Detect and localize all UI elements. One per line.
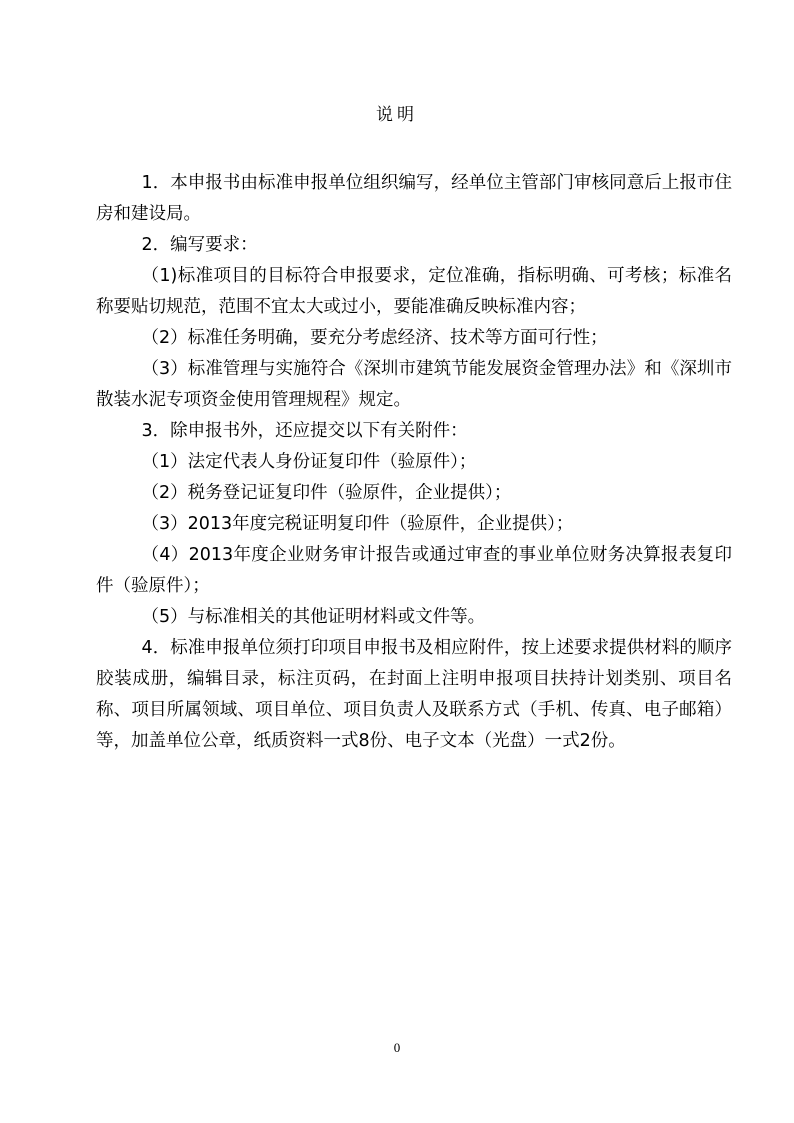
page-title: 说明: [376, 105, 418, 125]
paragraph-2-1: （1)标准项目的目标符合申报要求，定位准确，指标明确、可考核；标准名称要贴切规范，范围不宜太大或过小，要能准确反映标准内容；: [96, 266, 732, 317]
paragraph-2: 2．编写要求：: [141, 235, 258, 255]
page-number: 0: [393, 1040, 401, 1055]
paragraph-1: 1．本申报书由标准申报单位组织编写，经单位主管部门审核同意后上报市住房和建设局。: [96, 173, 732, 224]
paragraph-2-2: （2）标准任务明确，要充分考虑经济、技术等方面可行性；: [141, 328, 608, 348]
paragraph-3-3: （3）2013年度完税证明复印件（验原件，企业提供）；: [141, 514, 574, 534]
paragraph-3-4: （4）2013年度企业财务审计报告或通过审查的事业单位财务决算报表复印件（验原件）；: [96, 545, 732, 596]
paragraph-3-1: （1）法定代表人身份证复印件（验原件）；: [141, 452, 477, 472]
paragraph-3-2: （2）税务登记证复印件（验原件，企业提供）；: [141, 483, 512, 503]
paragraph-3-5: （5）与标准相关的其他证明材料或文件等。: [141, 607, 486, 627]
paragraph-4: 4．标准申报单位须打印项目申报书及相应附件，按上述要求提供材料的顺序胶装成册，编辑目录，标注页码，在封面上注明申报项目扶持计划类别、项目名称、项目所属领域、项目单位、项目负责人及联系方式（手机、传真、电子邮箱）等，加盖单位公章，纸质资料一式8份、电子文本（光盘）一式2份。: [96, 638, 732, 751]
paragraph-2-3: （3）标准管理与实施符合《深圳市建筑节能发展资金管理办法》和《深圳市散装水泥专项资金使用管理规程》规定。: [96, 359, 732, 410]
instructions-body: [96, 168, 732, 757]
paragraph-3: 3．除申报书外，还应提交以下有关附件：: [141, 421, 468, 441]
